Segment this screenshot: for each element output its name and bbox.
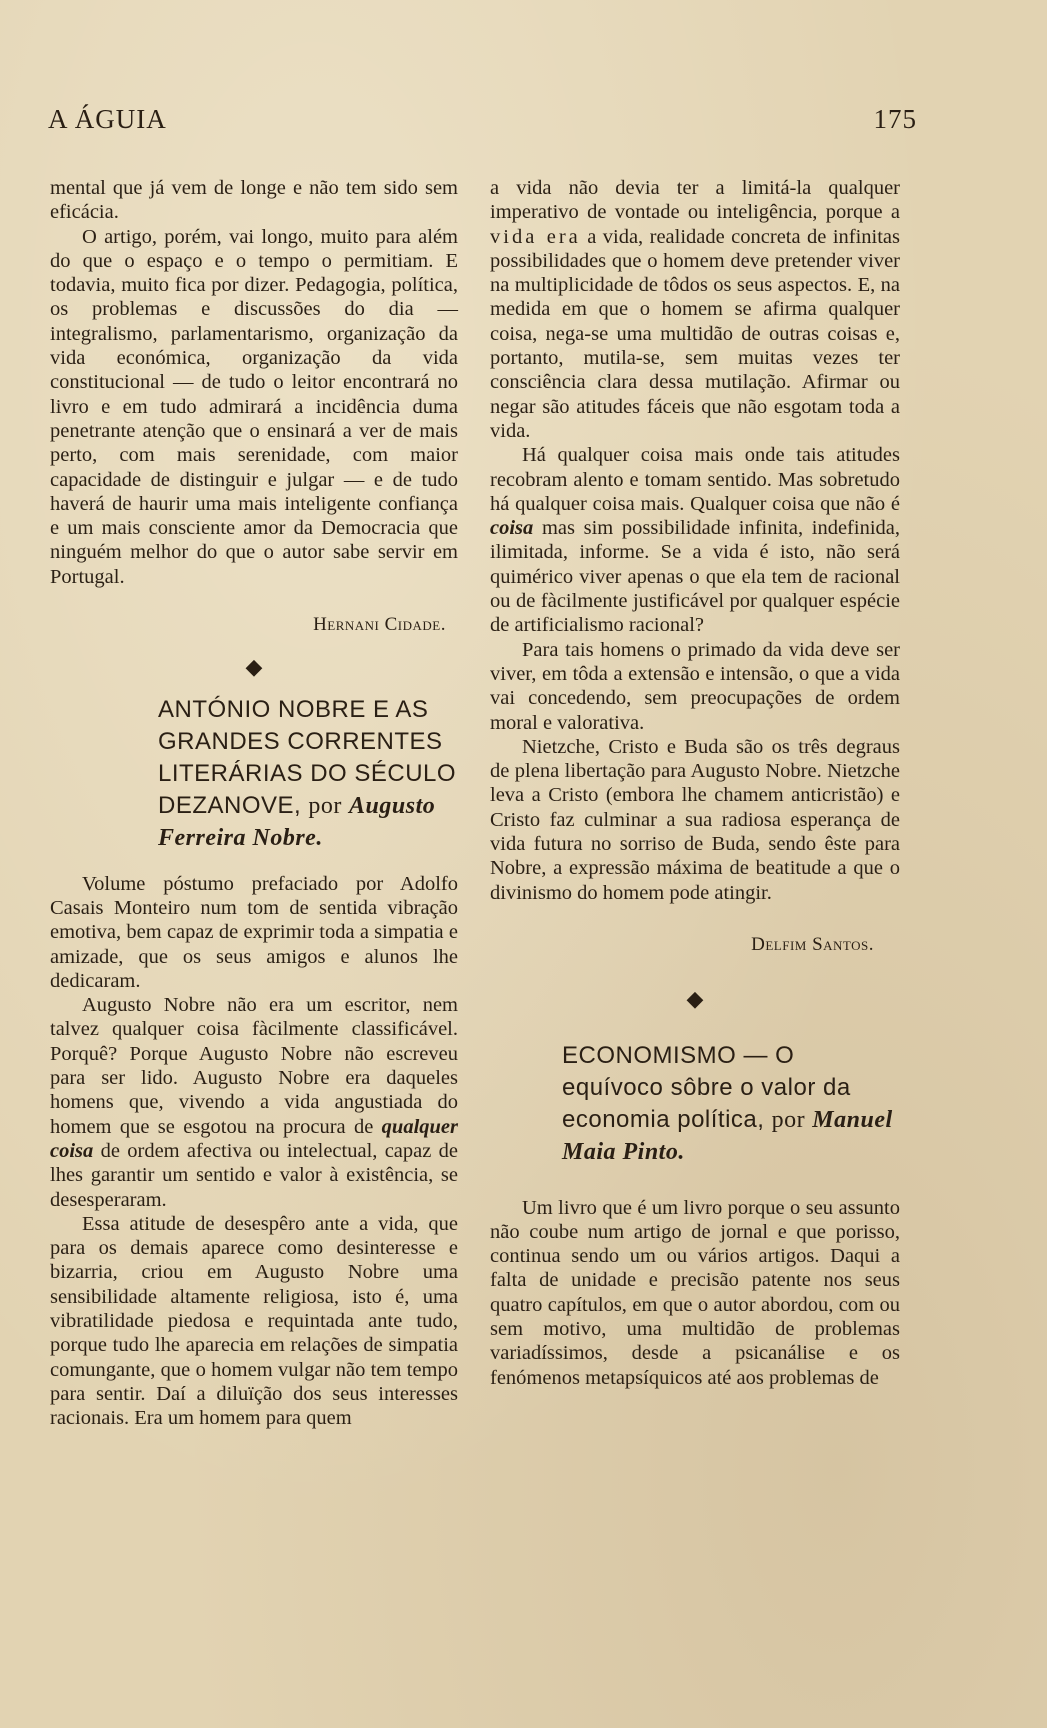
paragraph: mental que já vem de longe e não tem sido sem eficácia. (50, 177, 458, 224)
text-run: mas sim possibilidade infinita, indefinida, ilimitada, informe. Se a vida é isto, não será quimérico viver apenas o que ela tem de racional ou de fàcilmente justificável por qualquer espécie de artificialismo racional? (490, 517, 900, 637)
review-book-title: ECONOMISMO — O equívoco sôbre o valor da economia política, (562, 1041, 851, 1133)
page-number: 175 (873, 104, 917, 134)
running-head (48, 104, 917, 144)
paragraph: Essa atitude de desespêro ante a vida, que para os demais aparece como desinteresse e bizarria, criou em Augusto Nobre uma sensibilidade altamente religiosa, isto é, uma vibratilidade piedosa e requintada ante tudo, porque tudo lhe aparecia em relações de simpatia comungante, que o homem vulgar não tem tempo para sentir. Daí a diluïção dos seus interesses racionais. Era um homem para quem (50, 1212, 458, 1430)
review-by: por (771, 1106, 806, 1133)
paragraph: Nietzche, Cristo e Buda são os três degraus de plena libertação para Augusto Nobre. Nietzche leva a Cristo (embora lhe chamem anticristão) e Cristo faz culminar a sua radiosa esperança de vida futura no sorriso de Buda, sendo êste para Nobre, a expressão máxima de beatitude a que o divinismo do homem pode atingir. (490, 735, 900, 904)
spaced-text: vida era (490, 225, 581, 248)
review-heading (50, 694, 458, 854)
right-column (490, 176, 900, 1390)
paragraph: Para tais homens o primado da vida deve ser viver, em tôda a extensão e intensão, o que a vida vai concedendo, sem preocupações de ordem moral e valorativa. (490, 638, 900, 734)
text-run: a vida, realidade concreta de infinitas possibilidades que o homem deve pretender viver na multiplicidade de tôdos os seus aspectos. E, na medida em que o homem se afirma qualquer coisa, nega-se uma multidão de outras coisas e, portanto, mutila-se, sem muitas vezes ter consciência clara dessa mutilação. Afirmar ou negar são atitudes fáceis que não esgotam toda a vida. (490, 225, 901, 442)
journal-title: A ÁGUIA (48, 104, 167, 134)
left-column (50, 176, 458, 1430)
paragraph (490, 443, 900, 637)
review-book-title: ANTÓNIO NOBRE E AS GRANDES CORRENTES LITERÁRIAS DO SÉCULO DEZANOVE, (158, 695, 457, 819)
diamond-ornament-icon: ◆ (245, 654, 263, 680)
text-run: Há qualquer coisa mais onde tais atitudes recobram alento e tomam sentido. Mas sobretudo há qualquer coisa mais. Qualquer coisa que não é (490, 444, 900, 515)
review-book-author: Augusto Ferreira Nobre. (158, 792, 436, 851)
paragraph: O artigo, porém, vai longo, muito para além do que o espaço e o tempo o permitiam. E todavia, muito fica por dizer. Pedagogia, política, os problemas e discussões do dia — integralismo, parlamentarismo, organização da vida económica, organização da vida constitucional — de tudo o leitor encontrará no livro e em tudo admirará a incidência duma penetrante atenção que o ensinará a ver de mais perto, com mais serenidade, com maior capacidade de distinguir e julgar — e de tudo haverá de haurir uma mais inteligente confiança e um mais consciente amor da Democracia que ninguém melhor do que o autor sabe servir em Portugal. (50, 225, 458, 588)
review-signature: Hernani Cidade. (313, 614, 446, 636)
review-by: por (308, 792, 342, 819)
text-run: a vida não devia ter a limitá-la qualquer imperativo de vontade ou inteligência, porque a (490, 177, 900, 224)
review-signature: Delfim Santos. (751, 933, 874, 955)
paragraph: Um livro que é um livro porque o seu assunto não coube num artigo de jornal e que porisso, continua sendo um ou vários artigos. Daqui a falta de unidade e precisão patente nos seus quatro capítulos, em que o autor abordou, com ou sem motivo, uma multidão de problemas variadíssimos, desde a psicanálise e os fenómenos metapsíquicos até aos problemas de (490, 1196, 900, 1389)
emphasis: qualquer coisa (50, 1115, 458, 1162)
paragraph (50, 993, 458, 1212)
review-book-author: Manuel Maia Pinto. (562, 1106, 893, 1165)
paragraph (490, 176, 900, 443)
paragraph: Volume póstumo prefaciado por Adolfo Casais Monteiro num tom de sentida vibração emotiva, bem capaz de exprimir toda a simpatia e amizade, que os seus amigos e alunos lhe dedicaram. (50, 872, 458, 992)
diamond-ornament-icon: ◆ (686, 986, 704, 1012)
review-heading (490, 1040, 900, 1168)
text-run: de ordem afectiva ou intelectual, capaz de lhes garantir um sentido e valor à existência, se desesperaram. (50, 1139, 459, 1211)
emphasis: coisa (490, 517, 534, 540)
text-run: Augusto Nobre não era um escritor, nem talvez qualquer coisa fàcilmente classificável. Porquê? Porque Augusto Nobre não escreveu para ser lido. Augusto Nobre era daqueles homens que, vivendo a vida angustiada do homem que se esgotou na procura de (50, 994, 458, 1138)
